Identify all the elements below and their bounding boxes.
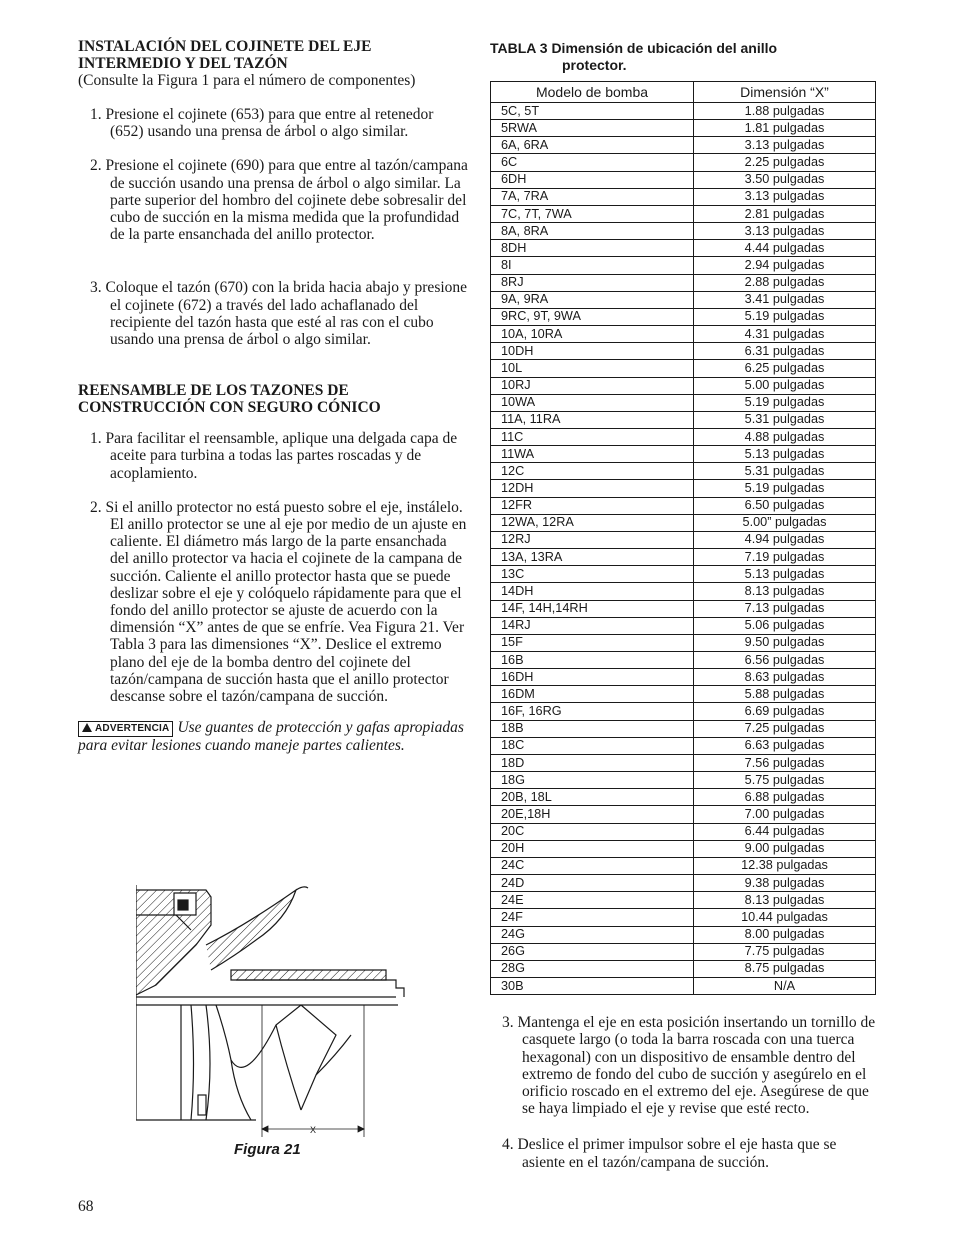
cell-model: 30B xyxy=(491,977,694,994)
cell-model: 9A, 9RA xyxy=(491,291,694,308)
table-row xyxy=(491,308,876,325)
table-row xyxy=(491,892,876,909)
cell-dimension: 12.38 pulgadas xyxy=(694,857,876,874)
cell-dimension: 5.19 pulgadas xyxy=(694,480,876,497)
figure-21-diagram xyxy=(136,885,411,1140)
cell-model: 16F, 16RG xyxy=(491,703,694,720)
reassembly-step-1: 1. Para facilitar el reensamble, aplique una delgada capa de aceite para turbina a todas las partes roscadas y de acoplamiento. xyxy=(90,430,458,482)
cell-dimension: 2.94 pulgadas xyxy=(694,257,876,274)
cell-model: 8I xyxy=(491,257,694,274)
table-row xyxy=(491,188,876,205)
table-title xyxy=(490,40,876,74)
table-row xyxy=(491,428,876,445)
table-row xyxy=(491,531,876,548)
cell-model: 5RWA xyxy=(491,120,694,137)
cell-dimension: N/A xyxy=(694,977,876,994)
table-row xyxy=(491,754,876,771)
table-header-row xyxy=(491,82,876,103)
table-row xyxy=(491,394,876,411)
cell-dimension: 4.31 pulgadas xyxy=(694,326,876,343)
cell-dimension: 6.69 pulgadas xyxy=(694,703,876,720)
cell-dimension: 5.00 pulgadas xyxy=(694,377,876,394)
cell-dimension: 3.13 pulgadas xyxy=(694,223,876,240)
cell-dimension: 3.41 pulgadas xyxy=(694,291,876,308)
table-row xyxy=(491,120,876,137)
cell-dimension: 6.88 pulgadas xyxy=(694,789,876,806)
table-row xyxy=(491,583,876,600)
cell-model: 28G xyxy=(491,960,694,977)
left-column xyxy=(78,38,468,754)
cell-model: 10L xyxy=(491,360,694,377)
column-header-dimension: Dimensión “X” xyxy=(694,82,876,103)
table-row xyxy=(491,772,876,789)
cell-model: 7A, 7RA xyxy=(491,188,694,205)
table-row xyxy=(491,617,876,634)
cell-dimension: 5.13 pulgadas xyxy=(694,566,876,583)
table-row xyxy=(491,634,876,651)
table-row xyxy=(491,463,876,480)
table-row xyxy=(491,154,876,171)
cell-model: 11A, 11RA xyxy=(491,411,694,428)
cell-model: 15F xyxy=(491,634,694,651)
table-row xyxy=(491,360,876,377)
table-title-line1: TABLA 3 Dimensión de ubicación del anillo xyxy=(490,40,778,56)
section-heading-reassembly: REENSAMBLE DE LOS TAZONES DE CONSTRUCCIÓN CON SEGURO CÓNICO xyxy=(78,382,381,417)
cell-model: 24C xyxy=(491,857,694,874)
table-row xyxy=(491,291,876,308)
cell-dimension: 5.19 pulgadas xyxy=(694,394,876,411)
cell-dimension: 5.75 pulgadas xyxy=(694,772,876,789)
cell-model: 8A, 8RA xyxy=(491,223,694,240)
table-row xyxy=(491,326,876,343)
table-body xyxy=(491,103,876,995)
dimension-x-label: X xyxy=(309,1125,317,1135)
figure-caption: Figura 21 xyxy=(234,1141,301,1158)
cell-dimension: 2.25 pulgadas xyxy=(694,154,876,171)
cell-model: 16B xyxy=(491,652,694,669)
cell-dimension: 9.00 pulgadas xyxy=(694,840,876,857)
cell-dimension: 6.44 pulgadas xyxy=(694,823,876,840)
page-number: 68 xyxy=(78,1198,94,1215)
step-1: 1. Presione el cojinete (653) para que entre al retenedor (652) usando una prensa de árbol o algo similar. xyxy=(90,106,434,141)
table-row xyxy=(491,171,876,188)
cell-dimension: 5.31 pulgadas xyxy=(694,411,876,428)
cell-model: 13C xyxy=(491,566,694,583)
cell-dimension: 7.75 pulgadas xyxy=(694,943,876,960)
reassembly-step-2: 2. Si el anillo protector no está puesto sobre el eje, instálelo. El anillo protector se une al eje por medio de un ajuste en caliente. El diámetro más largo de la parte ensanchada del anillo protector va hacia el cojinete de la campana de succión. Caliente el anillo protector hasta que se puede deslizar sobre el eje y colóquelo rápidamente para que el fondo del anillo protector se ajuste de acuerdo con la dimensión “X” antes de que se enfríe. Vea Figura 21. Ver Tabla 3 para las dimensiones “X”. Deslice el extremo plano del eje de la bomba dentro del cojinete del tazón/campana de succión hasta que el anillo protector descanse sobre el tazón/campana de succión. xyxy=(90,498,467,706)
cell-dimension: 4.88 pulgadas xyxy=(694,428,876,445)
cell-dimension: 9.38 pulgadas xyxy=(694,875,876,892)
cell-dimension: 3.13 pulgadas xyxy=(694,188,876,205)
step-2: 2. Presione el cojinete (690) para que entre al tazón/campana de succión usando una prensa de árbol o algo similar. La parte superior del hombro del cojinete debe sobresalir del cubo de succión en la misma medida que la profundidad de la parte ensanchada del anillo protector. xyxy=(90,157,468,244)
table-row xyxy=(491,514,876,531)
table-row xyxy=(491,549,876,566)
table-row xyxy=(491,806,876,823)
warning-text: Use guantes de protección y gafas apropiadas para evitar lesiones cuando maneje partes calientes. xyxy=(78,719,464,755)
cell-model: 26G xyxy=(491,943,694,960)
table-row xyxy=(491,789,876,806)
cell-model: 10DH xyxy=(491,343,694,360)
cell-model: 24F xyxy=(491,909,694,926)
cell-dimension: 2.81 pulgadas xyxy=(694,205,876,222)
cell-model: 10RJ xyxy=(491,377,694,394)
cell-model: 14RJ xyxy=(491,617,694,634)
cell-dimension: 8.13 pulgadas xyxy=(694,892,876,909)
cell-dimension: 4.44 pulgadas xyxy=(694,240,876,257)
table-row xyxy=(491,343,876,360)
table-row xyxy=(491,977,876,994)
cell-dimension: 9.50 pulgadas xyxy=(694,634,876,651)
table-row xyxy=(491,205,876,222)
table-row xyxy=(491,480,876,497)
table-row xyxy=(491,857,876,874)
cell-model: 11WA xyxy=(491,446,694,463)
cell-dimension: 3.50 pulgadas xyxy=(694,171,876,188)
cell-dimension: 8.13 pulgadas xyxy=(694,583,876,600)
table-row xyxy=(491,274,876,291)
cell-model: 12FR xyxy=(491,497,694,514)
table-row xyxy=(491,960,876,977)
cell-model: 20C xyxy=(491,823,694,840)
table-row xyxy=(491,497,876,514)
cell-model: 18C xyxy=(491,737,694,754)
cell-dimension: 5.00” pulgadas xyxy=(694,514,876,531)
cell-model: 9RC, 9T, 9WA xyxy=(491,308,694,325)
table-row xyxy=(491,926,876,943)
cell-dimension: 6.50 pulgadas xyxy=(694,497,876,514)
cell-model: 24D xyxy=(491,875,694,892)
cell-model: 11C xyxy=(491,428,694,445)
warning-label: ADVERTENCIA xyxy=(95,723,170,735)
cell-model: 5C, 5T xyxy=(491,103,694,120)
cell-dimension: 7.19 pulgadas xyxy=(694,549,876,566)
table-row xyxy=(491,257,876,274)
cell-dimension: 4.94 pulgadas xyxy=(694,531,876,548)
cell-dimension: 7.25 pulgadas xyxy=(694,720,876,737)
cell-model: 6DH xyxy=(491,171,694,188)
table-row xyxy=(491,875,876,892)
table-row xyxy=(491,446,876,463)
cell-dimension: 2.88 pulgadas xyxy=(694,274,876,291)
section-heading-bearing-installation: INSTALACIÓN DEL COJINETE DEL EJE INTERMEDIO Y DEL TAZÓN xyxy=(78,38,372,72)
table-row xyxy=(491,737,876,754)
cell-dimension: 10.44 pulgadas xyxy=(694,909,876,926)
warning-note xyxy=(78,719,468,754)
cell-model: 8RJ xyxy=(491,274,694,291)
cell-model: 10A, 10RA xyxy=(491,326,694,343)
cell-dimension: 6.56 pulgadas xyxy=(694,652,876,669)
cell-model: 10WA xyxy=(491,394,694,411)
cell-model: 13A, 13RA xyxy=(491,549,694,566)
table-row xyxy=(491,669,876,686)
cell-model: 18D xyxy=(491,754,694,771)
table-row xyxy=(491,600,876,617)
cell-dimension: 5.31 pulgadas xyxy=(694,463,876,480)
cell-dimension: 5.06 pulgadas xyxy=(694,617,876,634)
cell-model: 12C xyxy=(491,463,694,480)
cell-dimension: 5.88 pulgadas xyxy=(694,686,876,703)
table-row xyxy=(491,840,876,857)
table-row xyxy=(491,686,876,703)
step-3: 3. Coloque el tazón (670) con la brida hacia abajo y presione el cojinete (672) a través del lado achaflanado del recipiente del tazón hasta que esté al ras con el cubo usando una prensa de árbol o algo similar. xyxy=(90,279,468,349)
cell-dimension: 7.13 pulgadas xyxy=(694,600,876,617)
table-row xyxy=(491,720,876,737)
cell-dimension: 3.13 pulgadas xyxy=(694,137,876,154)
table-row xyxy=(491,909,876,926)
table-row xyxy=(491,703,876,720)
cell-model: 6C xyxy=(491,154,694,171)
cell-model: 20H xyxy=(491,840,694,857)
cell-dimension: 8.75 pulgadas xyxy=(694,960,876,977)
cell-dimension: 6.63 pulgadas xyxy=(694,737,876,754)
section-subtitle: (Consulte la Figura 1 para el número de componentes) xyxy=(78,72,416,89)
cell-model: 14DH xyxy=(491,583,694,600)
cell-model: 12RJ xyxy=(491,531,694,548)
table-row xyxy=(491,566,876,583)
cell-dimension: 8.00 pulgadas xyxy=(694,926,876,943)
cell-dimension: 1.88 pulgadas xyxy=(694,103,876,120)
table-row xyxy=(491,103,876,120)
column-header-model: Modelo de bomba xyxy=(491,82,694,103)
cell-dimension: 7.56 pulgadas xyxy=(694,754,876,771)
cell-model: 16DH xyxy=(491,669,694,686)
table-row xyxy=(491,411,876,428)
cell-dimension: 8.63 pulgadas xyxy=(694,669,876,686)
step-4-right: 4. Deslice el primer impulsor sobre el eje hasta que se asiente en el tazón/campana de succión. xyxy=(502,1136,837,1171)
cell-dimension: 5.19 pulgadas xyxy=(694,308,876,325)
table-row xyxy=(491,943,876,960)
dimension-table xyxy=(490,81,876,995)
table-row xyxy=(491,823,876,840)
cell-dimension: 6.25 pulgadas xyxy=(694,360,876,377)
table-row xyxy=(491,137,876,154)
cell-model: 12WA, 12RA xyxy=(491,514,694,531)
table-title-line2: protector. xyxy=(562,57,627,73)
table-row xyxy=(491,223,876,240)
cell-model: 12DH xyxy=(491,480,694,497)
cell-dimension: 1.81 pulgadas xyxy=(694,120,876,137)
cell-model: 20E,18H xyxy=(491,806,694,823)
cell-dimension: 5.13 pulgadas xyxy=(694,446,876,463)
cell-model: 6A, 6RA xyxy=(491,137,694,154)
warning-triangle-icon xyxy=(82,723,92,732)
cell-dimension: 7.00 pulgadas xyxy=(694,806,876,823)
cell-model: 8DH xyxy=(491,240,694,257)
cell-model: 24E xyxy=(491,892,694,909)
cell-dimension: 6.31 pulgadas xyxy=(694,343,876,360)
cell-model: 20B, 18L xyxy=(491,789,694,806)
cell-model: 24G xyxy=(491,926,694,943)
cell-model: 14F, 14H,14RH xyxy=(491,600,694,617)
table-row xyxy=(491,652,876,669)
warning-badge xyxy=(78,721,173,737)
cell-model: 18B xyxy=(491,720,694,737)
table-row xyxy=(491,240,876,257)
step-3-right: 3. Mantenga el eje en esta posición insertando un tornillo de casquete largo (o toda la barra roscada con una tuerca hexagonal) con un dispositivo de ensamble dentro del extremo de fondo del cubo de succión y asegúrelo en el orificio roscado en el extremo del eje. Asegúrese de que se haya limpiado el eje y revise que esté recto. xyxy=(502,1014,876,1118)
right-column xyxy=(490,40,876,1171)
cell-model: 7C, 7T, 7WA xyxy=(491,205,694,222)
table-row xyxy=(491,377,876,394)
cell-model: 16DM xyxy=(491,686,694,703)
cell-model: 18G xyxy=(491,772,694,789)
